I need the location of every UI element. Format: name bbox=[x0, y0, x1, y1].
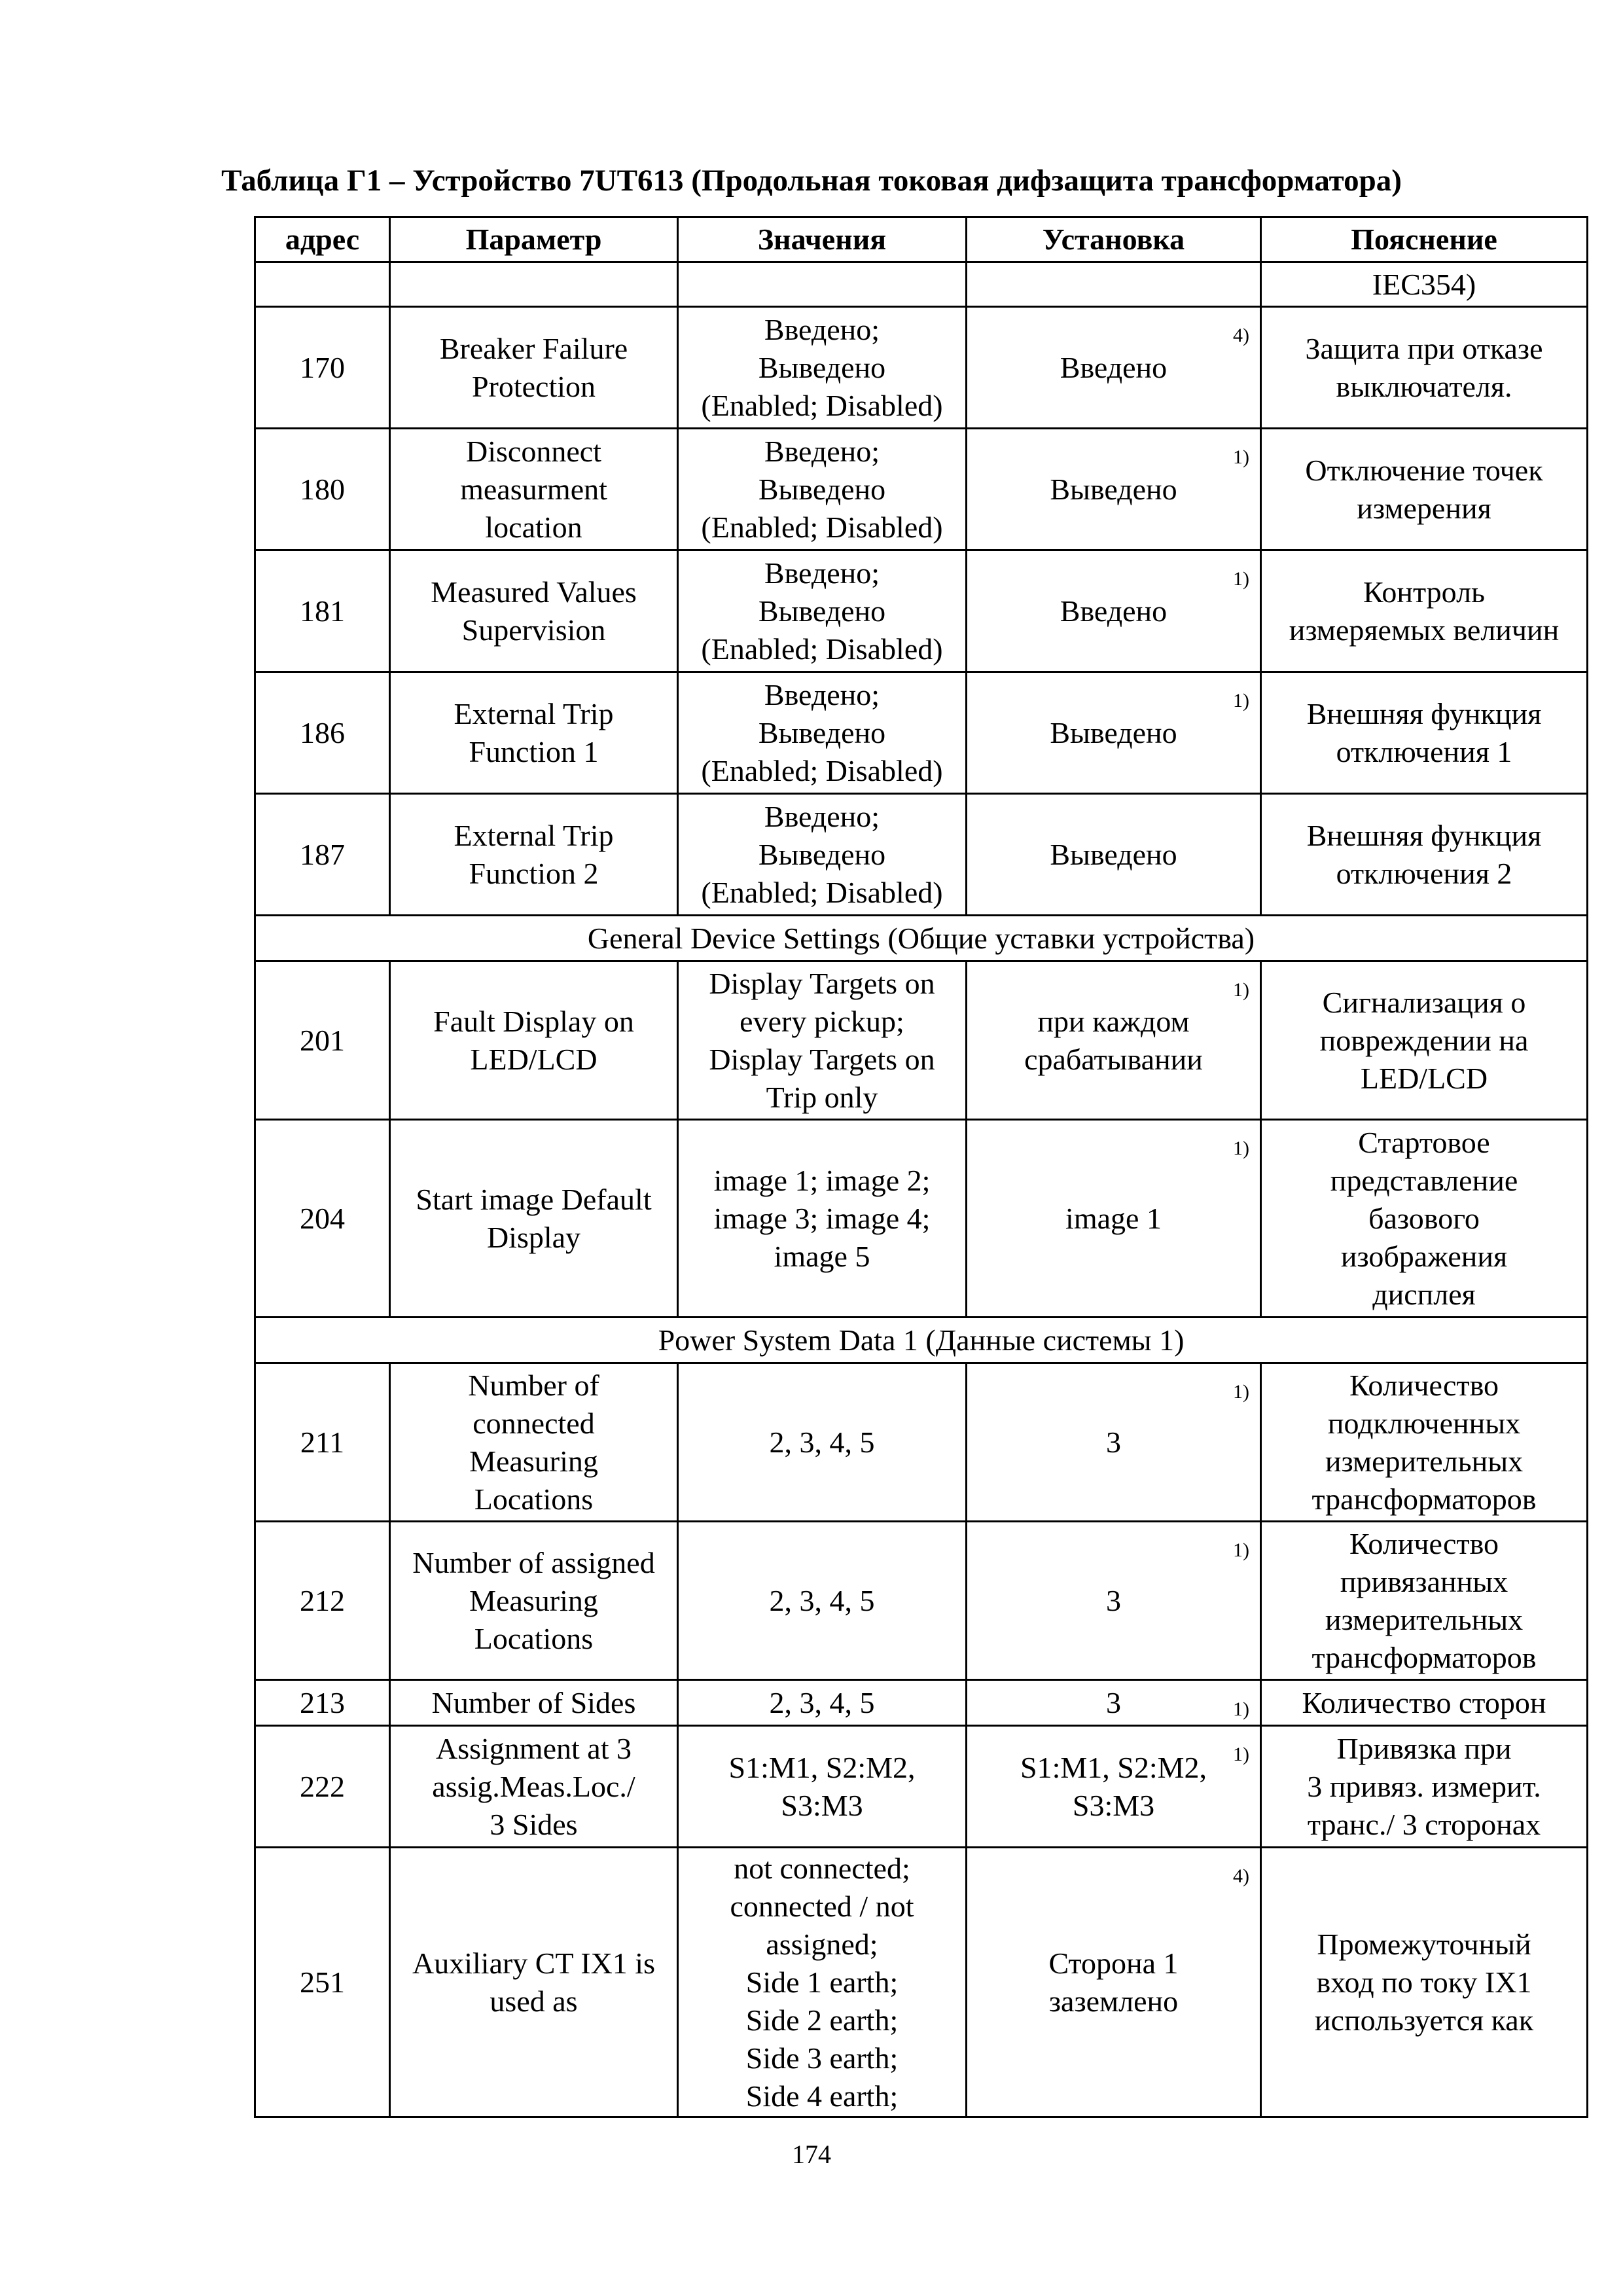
description-cell bbox=[1261, 1726, 1588, 1848]
description-cell bbox=[1261, 1680, 1588, 1726]
parameter-cell-text: Fault Display on LED/LCD bbox=[433, 1004, 634, 1076]
address-cell bbox=[255, 794, 390, 916]
parameter-cell-text: Number of connected Measuring Locations bbox=[468, 1368, 599, 1516]
setting-cell bbox=[967, 550, 1261, 672]
parameter-cell bbox=[390, 1726, 678, 1848]
setting-cell-text: Выведено bbox=[1050, 472, 1177, 506]
parameter-cell-text: Disconnect measurment location bbox=[460, 434, 607, 544]
parameter-cell bbox=[390, 672, 678, 794]
values-cell bbox=[678, 1848, 967, 2117]
description-cell-text: Количество сторон bbox=[1302, 1685, 1546, 1719]
address-cell bbox=[255, 961, 390, 1120]
footnote-mark: 1) bbox=[1233, 1698, 1249, 1720]
parameter-cell-text: External Trip Function 1 bbox=[454, 696, 614, 768]
values-cell bbox=[678, 307, 967, 429]
values-cell bbox=[678, 550, 967, 672]
values-cell bbox=[678, 429, 967, 550]
address-cell bbox=[255, 1680, 390, 1726]
address-cell-text: 213 bbox=[300, 1685, 345, 1719]
table-row bbox=[255, 1522, 1588, 1680]
description-cell bbox=[1261, 1120, 1588, 1318]
header-setting: Установка bbox=[967, 217, 1261, 262]
setting-cell-text: 3 bbox=[1106, 1685, 1121, 1719]
setting-cell-text: Выведено bbox=[1050, 837, 1177, 871]
parameter-cell bbox=[390, 262, 678, 307]
values-cell bbox=[678, 672, 967, 794]
description-cell-text: Сигнализация о повреждении на LED/LCD bbox=[1319, 985, 1529, 1095]
parameter-cell-text: Number of Sides bbox=[431, 1685, 636, 1719]
values-cell-text: 2, 3, 4, 5 bbox=[769, 1583, 875, 1617]
values-cell-text: Введено; Выведено (Enabled; Disabled) bbox=[701, 799, 943, 909]
footnote-mark: 1) bbox=[1233, 1539, 1249, 1561]
table-row bbox=[255, 429, 1588, 550]
values-cell bbox=[678, 1522, 967, 1680]
parameter-cell bbox=[390, 961, 678, 1120]
table-row bbox=[255, 961, 1588, 1120]
setting-cell bbox=[967, 429, 1261, 550]
values-cell-text: Введено; Выведено (Enabled; Disabled) bbox=[701, 677, 943, 787]
parameter-cell bbox=[390, 1522, 678, 1680]
description-cell bbox=[1261, 961, 1588, 1120]
address-cell-text: 187 bbox=[300, 837, 345, 871]
values-cell-text: 2, 3, 4, 5 bbox=[769, 1685, 875, 1719]
footnote-mark: 1) bbox=[1233, 568, 1249, 590]
table-row bbox=[255, 550, 1588, 672]
setting-cell-text: при каждом срабатывании bbox=[1024, 1004, 1203, 1076]
parameter-cell-text: Auxiliary CT IX1 is used as bbox=[412, 1946, 655, 2018]
description-cell-text: Защита при отказе выключателя. bbox=[1305, 331, 1543, 403]
table-row bbox=[255, 307, 1588, 429]
values-cell-text: not connected; connected / not assigned; Side 1 earth; Side 2 earth; Side 3 earth; Side 4 earth; bbox=[730, 1851, 914, 2113]
header-values: Значения bbox=[678, 217, 967, 262]
table-row bbox=[255, 1363, 1588, 1522]
footnote-mark: 4) bbox=[1233, 325, 1249, 346]
values-cell bbox=[678, 1726, 967, 1848]
parameter-cell bbox=[390, 429, 678, 550]
values-cell-text: Введено; Выведено (Enabled; Disabled) bbox=[701, 556, 943, 666]
values-cell bbox=[678, 794, 967, 916]
address-cell-text: 180 bbox=[300, 472, 345, 506]
description-cell bbox=[1261, 1848, 1588, 2117]
values-cell bbox=[678, 961, 967, 1120]
values-cell bbox=[678, 262, 967, 307]
description-cell-text: Промежуточный вход по току IX1 используется как bbox=[1314, 1927, 1534, 2037]
address-cell bbox=[255, 1522, 390, 1680]
footnote-mark: 1) bbox=[1233, 979, 1249, 1001]
footnote-mark: 1) bbox=[1233, 446, 1249, 468]
description-cell bbox=[1261, 307, 1588, 429]
parameter-cell bbox=[390, 550, 678, 672]
setting-cell-text: Сторона 1 заземлено bbox=[1048, 1946, 1179, 2018]
address-cell-text: 204 bbox=[300, 1201, 345, 1235]
address-cell bbox=[255, 550, 390, 672]
parameter-cell-text: Start image Default Display bbox=[416, 1182, 652, 1254]
table-row bbox=[255, 1120, 1588, 1318]
description-cell-text: Количество подключенных измерительных трансформаторов bbox=[1311, 1368, 1537, 1516]
setting-cell bbox=[967, 1120, 1261, 1318]
address-cell-text: 211 bbox=[300, 1425, 345, 1459]
address-cell-text: 251 bbox=[300, 1965, 345, 1999]
values-cell-text: S1:M1, S2:M2, S3:M3 bbox=[728, 1750, 916, 1822]
table-row bbox=[255, 794, 1588, 916]
parameter-cell-text: Measured Values Supervision bbox=[431, 575, 637, 647]
values-cell bbox=[678, 1120, 967, 1318]
description-cell bbox=[1261, 550, 1588, 672]
description-cell bbox=[1261, 1363, 1588, 1522]
header-description: Пояснение bbox=[1261, 217, 1588, 262]
description-cell-text: IEC354) bbox=[1372, 267, 1476, 301]
setting-cell bbox=[967, 307, 1261, 429]
page-number: 174 bbox=[792, 2140, 831, 2169]
setting-cell bbox=[967, 1726, 1261, 1848]
parameter-cell bbox=[390, 307, 678, 429]
setting-cell-text: 3 bbox=[1106, 1425, 1121, 1459]
setting-cell bbox=[967, 1848, 1261, 2117]
address-cell bbox=[255, 1120, 390, 1318]
values-cell-text: Введено; Выведено (Enabled; Disabled) bbox=[701, 434, 943, 544]
address-cell-text: 181 bbox=[300, 594, 345, 628]
description-cell bbox=[1261, 262, 1588, 307]
table-row bbox=[255, 1848, 1588, 2117]
values-cell-text: 2, 3, 4, 5 bbox=[769, 1425, 875, 1459]
description-cell bbox=[1261, 672, 1588, 794]
parameter-cell-text: Breaker Failure Protection bbox=[439, 331, 628, 403]
table-row bbox=[255, 672, 1588, 794]
address-cell bbox=[255, 672, 390, 794]
section-heading: General Device Settings (Общие уставки устройства) bbox=[255, 916, 1588, 961]
setting-cell-text: Введено bbox=[1060, 350, 1168, 384]
setting-cell bbox=[967, 262, 1261, 307]
setting-cell bbox=[967, 672, 1261, 794]
description-cell bbox=[1261, 429, 1588, 550]
setting-cell bbox=[967, 1680, 1261, 1726]
parameter-cell-text: Number of assigned Measuring Locations bbox=[412, 1545, 655, 1655]
setting-cell bbox=[967, 794, 1261, 916]
header-address: адрес bbox=[255, 217, 390, 262]
footnote-mark: 1) bbox=[1233, 1381, 1249, 1403]
address-cell bbox=[255, 1726, 390, 1848]
values-cell bbox=[678, 1680, 967, 1726]
address-cell bbox=[255, 1848, 390, 2117]
address-cell bbox=[255, 1363, 390, 1522]
setting-cell bbox=[967, 961, 1261, 1120]
parameter-cell-text: External Trip Function 2 bbox=[454, 818, 614, 890]
description-cell-text: Внешняя функция отключения 2 bbox=[1306, 818, 1542, 890]
setting-cell-text: Выведено bbox=[1050, 715, 1177, 749]
parameter-cell-text: Assignment at 3 assig.Meas.Loc./ 3 Sides bbox=[432, 1731, 635, 1841]
address-cell-text: 201 bbox=[300, 1023, 345, 1057]
description-cell bbox=[1261, 1522, 1588, 1680]
footnote-mark: 4) bbox=[1233, 1865, 1249, 1887]
address-cell bbox=[255, 262, 390, 307]
address-cell-text: 186 bbox=[300, 715, 345, 749]
table-title: Таблица Г1 – Устройство 7UT613 (Продольная токовая дифзащита трансформатора) bbox=[221, 164, 1402, 198]
table-header-row bbox=[255, 217, 1588, 262]
parameter-cell bbox=[390, 1363, 678, 1522]
parameter-cell bbox=[390, 794, 678, 916]
parameter-cell bbox=[390, 1848, 678, 2117]
parameter-cell bbox=[390, 1120, 678, 1318]
table-row bbox=[255, 1726, 1588, 1848]
address-cell bbox=[255, 429, 390, 550]
setting-cell bbox=[967, 1363, 1261, 1522]
setting-cell-text: Введено bbox=[1060, 594, 1168, 628]
section-row bbox=[255, 916, 1588, 961]
description-cell-text: Контроль измеряемых величин bbox=[1289, 575, 1560, 647]
address-cell-text: 222 bbox=[300, 1769, 345, 1803]
setting-cell-text: 3 bbox=[1106, 1583, 1121, 1617]
values-cell-text: image 1; image 2; image 3; image 4; image 5 bbox=[713, 1163, 931, 1273]
description-cell-text: Привязка при 3 привяз. измерит. транс./ 3 сторонах bbox=[1307, 1731, 1541, 1841]
address-cell-text: 170 bbox=[300, 350, 345, 384]
parameter-cell bbox=[390, 1680, 678, 1726]
setting-cell-text: image 1 bbox=[1065, 1201, 1162, 1235]
description-cell-text: Отключение точек измерения bbox=[1305, 453, 1543, 525]
address-cell-text: 212 bbox=[300, 1583, 345, 1617]
description-cell-text: Внешняя функция отключения 1 bbox=[1306, 696, 1542, 768]
section-heading: Power System Data 1 (Данные системы 1) bbox=[255, 1318, 1588, 1363]
footnote-mark: 1) bbox=[1233, 1138, 1249, 1159]
address-cell bbox=[255, 307, 390, 429]
section-row bbox=[255, 1318, 1588, 1363]
values-cell-text: Display Targets on every pickup; Display Targets on Trip only bbox=[709, 966, 935, 1114]
table-row bbox=[255, 1680, 1588, 1726]
header-parameter: Параметр bbox=[390, 217, 678, 262]
footnote-mark: 1) bbox=[1233, 690, 1249, 711]
setting-cell bbox=[967, 1522, 1261, 1680]
values-cell bbox=[678, 1363, 967, 1522]
description-cell bbox=[1261, 794, 1588, 916]
parameter-table bbox=[254, 216, 1588, 2118]
footnote-mark: 1) bbox=[1233, 1744, 1249, 1765]
values-cell-text: Введено; Выведено (Enabled; Disabled) bbox=[701, 312, 943, 422]
description-cell-text: Количество привязанных измерительных трансформаторов bbox=[1311, 1526, 1537, 1674]
setting-cell-text: S1:M1, S2:M2, S3:M3 bbox=[1020, 1750, 1207, 1822]
table-row bbox=[255, 262, 1588, 307]
description-cell-text: Стартовое представление базового изображения дисплея bbox=[1330, 1125, 1518, 1311]
